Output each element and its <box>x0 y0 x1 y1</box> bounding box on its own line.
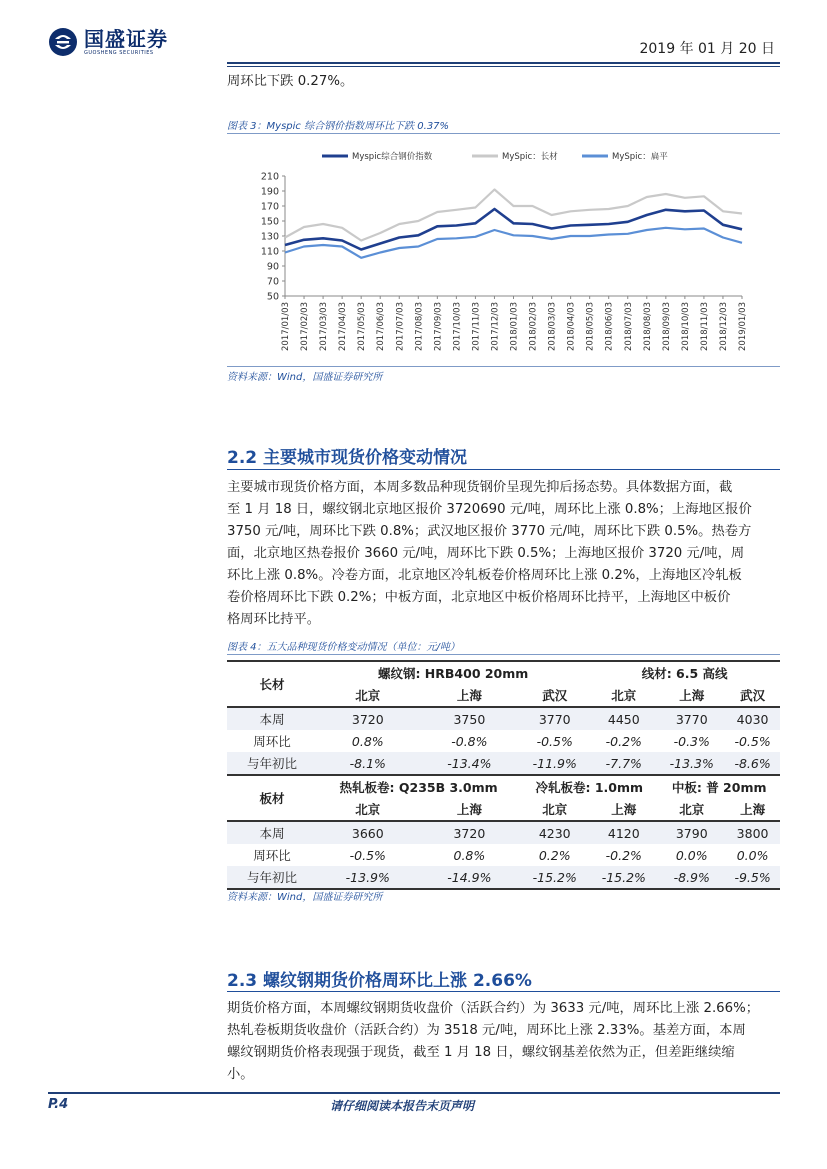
table-cell: -0.3% <box>673 733 710 749</box>
x-tick-label: 2017/11/03 <box>471 302 482 351</box>
x-tick-label: 2018/02/03 <box>528 302 539 351</box>
section-rule-2-3 <box>227 991 780 992</box>
legend-label: Myspic综合钢价指数 <box>352 152 433 162</box>
x-tick-label: 2018/08/03 <box>642 302 653 351</box>
table-cell: -0.5% <box>734 733 771 749</box>
product-header: 线材: 6.5 高线 <box>589 661 780 684</box>
spot-price-table <box>227 660 780 890</box>
section23-line: 螺纹钢期货价格表现强于现货，截至 1 月 18 日，螺纹钢基差依然为正，但差距继续缩 <box>227 1045 735 1060</box>
table-cell: 4450 <box>589 707 658 730</box>
x-tick-label: 2017/02/03 <box>300 302 311 351</box>
section23-body <box>227 998 780 1086</box>
table-row <box>227 730 780 752</box>
city-header: 武汉 <box>542 688 568 703</box>
x-tick-label: 2018/05/03 <box>585 302 596 351</box>
table-cell: -0.8% <box>451 733 488 749</box>
page-number: P.4 <box>48 1097 69 1112</box>
city-header: 上海 <box>679 688 705 703</box>
y-tick-label: 170 <box>260 201 279 213</box>
table-cell: -13.4% <box>419 752 521 775</box>
figure3-source: 资料来源：Wind，国盛证券研究所 <box>227 372 383 383</box>
x-tick-label: 2017/03/03 <box>319 302 330 351</box>
section22-body <box>227 477 780 631</box>
table-cell: -8.1% <box>317 752 419 775</box>
table-cell: 4030 <box>725 707 780 730</box>
table-cell: 3720 <box>419 821 521 844</box>
y-tick-label: 110 <box>260 246 279 258</box>
table-cell: 3790 <box>658 821 725 844</box>
city-header: 北京 <box>542 802 568 817</box>
table-cell: 0.8% <box>453 847 486 863</box>
x-tick-label: 2017/08/03 <box>414 302 425 351</box>
x-tick-label: 2017/09/03 <box>433 302 444 351</box>
y-tick-label: 130 <box>260 231 279 243</box>
legend-label: MySpic：扁平 <box>612 152 668 162</box>
table-cell: -9.5% <box>725 866 780 889</box>
logo-name: 国盛证券 <box>84 26 168 51</box>
header-rule-thin <box>227 66 780 67</box>
logo-english: GUOSHENG SECURITIES <box>84 49 154 56</box>
city-header: 上海 <box>740 802 766 817</box>
table-cell: -11.9% <box>520 752 589 775</box>
table-cell: 3800 <box>725 821 780 844</box>
figure4-caption-rule <box>227 654 780 655</box>
table-cell: 0.8% <box>351 733 384 749</box>
city-header: 上海 <box>456 688 482 703</box>
figure3-caption: 图表 3：Myspic 综合钢价指数周环比下跌 0.37% <box>227 121 450 132</box>
logo-icon <box>48 27 78 57</box>
row-label: 本周 <box>227 707 317 730</box>
series-line <box>285 228 742 258</box>
table-cell: 3770 <box>520 707 589 730</box>
group-label-long: 长材 <box>227 661 317 707</box>
table-cell: 4230 <box>520 821 589 844</box>
product-header: 螺纹钢: HRB400 20mm <box>317 661 589 684</box>
row-label: 周环比 <box>253 734 291 749</box>
y-tick-label: 210 <box>260 171 279 183</box>
table-cell: 3770 <box>658 707 725 730</box>
y-tick-label: 70 <box>266 276 279 288</box>
table-cell: -0.2% <box>605 733 642 749</box>
y-tick-label: 150 <box>260 216 279 228</box>
table-row <box>227 844 780 866</box>
table-cell: -8.6% <box>725 752 780 775</box>
table-cell: -13.9% <box>317 866 419 889</box>
product-header: 热轧板卷: Q235B 3.0mm <box>317 775 520 798</box>
page-header <box>0 0 827 62</box>
table-cell: -8.9% <box>658 866 725 889</box>
section23-line: 小。 <box>227 1067 254 1082</box>
table-cell: -7.7% <box>589 752 658 775</box>
city-header: 北京 <box>355 802 381 817</box>
section22-line: 环比上涨 0.8%。冷卷方面，北京地区冷轧板卷价格周环比上涨 0.2%，上海地区冷轧板 <box>227 568 742 583</box>
row-label: 与年初比 <box>227 752 317 775</box>
table-cell: 0.2% <box>538 847 571 863</box>
city-header: 北京 <box>679 802 705 817</box>
section-title-2-2: 2.2 主要城市现货价格变动情况 <box>227 448 468 468</box>
table-cell: -15.2% <box>589 866 658 889</box>
footer-rule <box>48 1092 780 1094</box>
table-row <box>227 821 780 844</box>
table-cell: -0.2% <box>605 847 642 863</box>
section23-line: 期货价格方面，本周螺纹钢期货收盘价（活跃合约）为 3633 元/吨，周环比上涨 2.66%； <box>227 1001 760 1016</box>
x-tick-label: 2018/07/03 <box>623 302 634 351</box>
city-header: 武汉 <box>740 688 766 703</box>
x-tick-label: 2018/03/03 <box>547 302 558 351</box>
city-header: 北京 <box>611 688 637 703</box>
intro-line: 周环比下跌 0.27%。 <box>227 74 354 89</box>
table-cell: 0.0% <box>675 847 708 863</box>
series-line <box>285 190 742 241</box>
section22-line: 至 1 月 18 日，螺纹钢北京地区报价 3720690 元/吨，周环比上涨 0.8%；上海地区报价 <box>227 502 752 517</box>
table-cell: -15.2% <box>520 866 589 889</box>
table-cell: -14.9% <box>419 866 521 889</box>
row-label: 周环比 <box>253 848 291 863</box>
table-cell: 4120 <box>589 821 658 844</box>
table-cell: -0.5% <box>536 733 573 749</box>
brand-logo <box>48 24 168 60</box>
product-header: 冷轧板卷: 1.0mm <box>520 775 658 798</box>
figure4-caption: 图表 4：五大品种现货价格变动情况（单位：元/吨） <box>227 642 460 653</box>
table-cell: 0.0% <box>736 847 769 863</box>
city-header: 上海 <box>456 802 482 817</box>
table-cell: 3660 <box>317 821 419 844</box>
table-row <box>227 752 780 775</box>
section-rule-2-2 <box>227 469 780 470</box>
header-rule <box>227 62 780 64</box>
section22-line: 卷价格周环比下跌 0.2%；中板方面，北京地区中板价格周环比持平，上海地区中板价 <box>227 590 731 605</box>
y-tick-label: 90 <box>266 261 279 273</box>
x-tick-label: 2017/04/03 <box>338 302 349 351</box>
section23-line: 热轧卷板期货收盘价（活跃合约）为 3518 元/吨，周环比上涨 2.33%。基差方面，本周 <box>227 1023 746 1038</box>
table-cell: -13.3% <box>658 752 725 775</box>
figure4-source: 资料来源：Wind，国盛证券研究所 <box>227 892 383 903</box>
x-tick-label: 2017/07/03 <box>395 302 406 351</box>
y-tick-label: 50 <box>266 291 279 303</box>
report-date: 2019 年 01 月 20 日 <box>639 41 775 57</box>
table-row <box>227 707 780 730</box>
section22-line: 面，北京地区热卷报价 3660 元/吨，周环比下跌 0.5%；上海地区报价 3720 元/吨，周 <box>227 546 745 561</box>
x-tick-label: 2017/10/03 <box>452 302 463 351</box>
group-label-flat: 板材 <box>227 775 317 821</box>
x-tick-label: 2018/11/03 <box>699 301 710 351</box>
x-tick-label: 2018/09/03 <box>661 302 672 351</box>
x-tick-label: 2018/12/03 <box>718 302 729 352</box>
city-header: 上海 <box>611 802 637 817</box>
product-header: 中板: 普 20mm <box>658 775 780 798</box>
city-header: 北京 <box>355 688 381 703</box>
x-tick-label: 2017/06/03 <box>376 302 387 351</box>
x-tick-label: 2018/01/03 <box>509 302 520 351</box>
row-label: 与年初比 <box>227 866 317 889</box>
disclaimer-note: 请仔细阅读本报告末页声明 <box>330 1099 475 1113</box>
figure3-bottom-rule <box>227 366 780 367</box>
table-cell: 3750 <box>419 707 521 730</box>
x-tick-label: 2018/04/03 <box>566 302 577 351</box>
table-row <box>227 866 780 889</box>
section22-line: 格周环比持平。 <box>227 612 321 627</box>
section22-line: 主要城市现货价格方面，本周多数品种现货钢价呈现先抑后扬态势。具体数据方面，截 <box>227 480 733 495</box>
section22-line: 3750 元/吨，周环比下跌 0.8%；武汉地区报价 3770 元/吨，周环比下跌 0.5%。热卷方 <box>227 524 752 539</box>
x-tick-label: 2018/06/03 <box>604 302 615 351</box>
table-cell: -0.5% <box>349 847 386 863</box>
row-label: 本周 <box>227 821 317 844</box>
y-tick-label: 190 <box>260 186 279 198</box>
figure3-caption-rule <box>227 133 780 134</box>
x-tick-label: 2019/01/03 <box>738 302 748 351</box>
x-tick-label: 2017/05/03 <box>357 302 368 351</box>
legend-label: MySpic：长材 <box>502 152 558 162</box>
table-cell: 3720 <box>317 707 419 730</box>
x-tick-label: 2018/10/03 <box>680 302 691 351</box>
x-tick-label: 2017/01/03 <box>281 302 291 351</box>
steel-price-index-chart <box>227 140 780 365</box>
section-title-2-3: 2.3 螺纹钢期货价格周环比上涨 2.66% <box>227 971 532 991</box>
x-tick-label: 2017/12/03 <box>490 302 501 351</box>
